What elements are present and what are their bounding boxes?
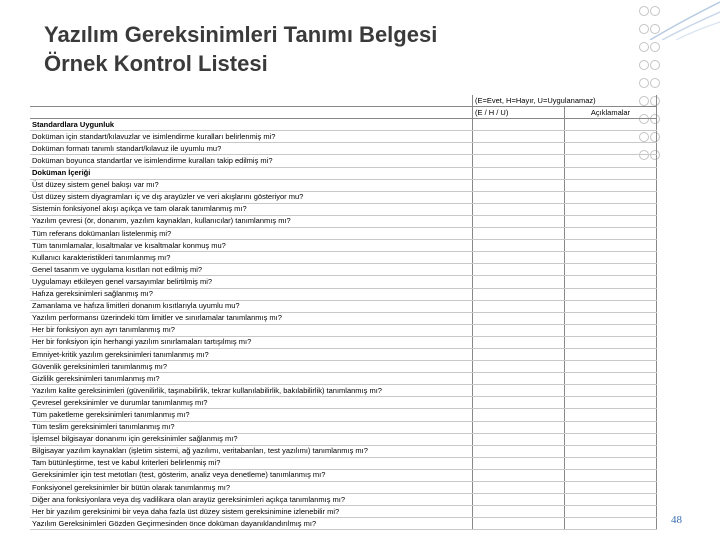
checklist-question: Zamanlama ve hafıza limitleri donanım kısıtlarıyla uyumlu mu? [30,300,473,312]
table-row [30,397,657,409]
table-row [30,361,657,373]
answer-cell[interactable] [473,385,565,397]
checklist-question: Diğer ana fonksiyonlara veya dış vadilikara olan arayüz gereksinimleri açıkça tanımlanmış mı? [30,494,473,506]
answer-cell[interactable] [473,228,565,240]
table-row [30,155,657,167]
notes-cell[interactable] [565,167,657,179]
notes-cell[interactable] [565,131,657,143]
answer-cell[interactable] [473,240,565,252]
table-row [30,228,657,240]
notes-cell[interactable] [565,494,657,506]
answer-cell[interactable] [473,348,565,360]
notes-cell[interactable] [565,143,657,155]
table-row [30,203,657,215]
notes-cell[interactable] [565,155,657,167]
notes-cell[interactable] [565,288,657,300]
table-row [30,336,657,348]
table-row [30,215,657,227]
answer-cell[interactable] [473,433,565,445]
answer-cell[interactable] [473,143,565,155]
checklist-question: Hafıza gereksinimleri sağlanmış mı? [30,288,473,300]
notes-cell[interactable] [565,312,657,324]
table-row [30,300,657,312]
answer-cell[interactable] [473,119,565,131]
notes-cell[interactable] [565,252,657,264]
checklist-question: Yazılım Gereksinimleri Gözden Geçirmesinden önce doküman dayanıklandırılmış mı? [30,518,473,530]
title-line-2: Örnek Kontrol Listesi [44,51,268,76]
table-row [30,506,657,518]
table-row [30,385,657,397]
checklist-question: Yazılım kalite gereksinimleri (güvenilirlik, taşınabilirlik, tekrar kullanılabilirlik, bakılabilirlik) tanımlanmış mı? [30,385,473,397]
answer-cell[interactable] [473,469,565,481]
checklist-question: Genel tasarım ve uygulama kısıtları not edilmiş mi? [30,264,473,276]
checklist-question: Her bir fonksiyon ayrı ayrı tanımlanmış mı? [30,324,473,336]
notes-cell[interactable] [565,421,657,433]
answer-cell[interactable] [473,409,565,421]
answer-cell[interactable] [473,518,565,530]
title-line-1: Yazılım Gereksinimleri Tanımı Belgesi [44,22,438,47]
checklist-question: Tüm tanımlamalar, kısaltmalar ve kısaltmalar konmuş mu? [30,240,473,252]
checklist-question: Yazılım performansı üzerindeki tüm limitler ve sınırlamalar tanımlanmış mı? [30,312,473,324]
header-notes-column: Açıklamalar [565,107,657,119]
notes-cell[interactable] [565,264,657,276]
table-row [30,373,657,385]
notes-cell[interactable] [565,324,657,336]
table-row [30,482,657,494]
slide-number: 48 [671,514,682,526]
section-header-row [30,119,657,131]
checklist-question: Gereksinimler için test metotları (test, gösterim, analiz veya denetleme) tanımlanmış mı? [30,469,473,481]
answer-cell[interactable] [473,421,565,433]
table-header-row-1 [30,95,657,107]
table-row [30,288,657,300]
answer-cell[interactable] [473,324,565,336]
table-row [30,131,657,143]
notes-cell[interactable] [565,348,657,360]
checklist-question: Her bir fonksiyon için herhangi yazılım sınırlamaları tartışılmış mı? [30,336,473,348]
answer-cell[interactable] [473,300,565,312]
notes-cell[interactable] [565,409,657,421]
table-row [30,264,657,276]
table-row [30,494,657,506]
table-row [30,276,657,288]
table-row [30,469,657,481]
notes-cell[interactable] [565,397,657,409]
header-blank-cell [30,107,473,119]
checklist-question: Güvenlik gereksinimleri tanımlanmış mı? [30,361,473,373]
table-row [30,252,657,264]
table-row [30,409,657,421]
checklist-question: İşlemsel bilgisayar donanımı için gereksinimler sağlanmış mı? [30,433,473,445]
notes-cell[interactable] [565,506,657,518]
table-header-row-2 [30,107,657,119]
notes-cell[interactable] [565,300,657,312]
section-header-row [30,167,657,179]
notes-cell[interactable] [565,119,657,131]
checklist-question: Doküman boyunca standartlar ve isimlendirme kuralları takip edilmiş mi? [30,155,473,167]
answer-cell[interactable] [473,191,565,203]
checklist-question: Üst düzey sistem diyagramları iç ve dış arayüzler ve veri akışlarını gösteriyor mu? [30,191,473,203]
table-row [30,179,657,191]
table-row [30,191,657,203]
table-row [30,421,657,433]
checklist-question: Tüm teslim gereksinimleri tanımlanmış mı? [30,421,473,433]
table-row [30,143,657,155]
checklist-question: Doküman için standart/kılavuzlar ve isimlendirme kuralları belirlenmiş mi? [30,131,473,143]
notes-cell[interactable] [565,215,657,227]
checklist-question: Çevresel gereksinimler ve durumlar tanımlanmış mı? [30,397,473,409]
checklist-question: Gizlilik gereksinimleri tanımlanmış mı? [30,373,473,385]
answer-cell[interactable] [473,264,565,276]
answer-cell[interactable] [473,179,565,191]
notes-cell[interactable] [565,385,657,397]
table-row [30,457,657,469]
answer-cell[interactable] [473,288,565,300]
answer-cell[interactable] [473,494,565,506]
page-title [44,20,437,78]
checklist-table-body [30,95,657,530]
notes-cell[interactable] [565,203,657,215]
answer-cell[interactable] [473,203,565,215]
checklist-question: Kullanıcı karakteristikleri tanımlanmış mı? [30,252,473,264]
section-title: Doküman İçeriği [30,167,473,179]
answer-cell[interactable] [473,482,565,494]
notes-cell[interactable] [565,482,657,494]
answer-cell[interactable] [473,276,565,288]
table-row [30,324,657,336]
answer-cell[interactable] [473,506,565,518]
checklist-question: Tüm referans dokümanları listelenmiş mi? [30,228,473,240]
notes-cell[interactable] [565,228,657,240]
checklist-question: Yazılım çevresi (ör, donanım, yazılım kaynakları, kullanıcılar) tanımlanmış mı? [30,215,473,227]
checklist-table [30,95,657,530]
checklist-question: Üst düzey sistem genel bakışı var mı? [30,179,473,191]
section-title: Standardlara Uygunluk [30,119,473,131]
header-legend: (E=Evet, H=Hayır, U=Uygulanamaz) [473,95,657,107]
answer-cell[interactable] [473,167,565,179]
notes-cell[interactable] [565,518,657,530]
checklist-question: Doküman formatı tanımlı standart/kılavuz ile uyumlu mu? [30,143,473,155]
checklist-question: Sistemin fonksiyonel akışı açıkça ve tam olarak tanımlanmış mı? [30,203,473,215]
notes-cell[interactable] [565,191,657,203]
answer-cell[interactable] [473,397,565,409]
answer-cell[interactable] [473,336,565,348]
notes-cell[interactable] [565,336,657,348]
table-row [30,348,657,360]
checklist-question: Uygulamayı etkileyen genel varsayımlar belirtilmiş mi? [30,276,473,288]
answer-cell[interactable] [473,155,565,167]
answer-cell[interactable] [473,252,565,264]
checklist-question: Bilgisayar yazılım kaynakları (işletim sistemi, ağ yazılımı, veritabanları, test yazılımı) tanımlanmış mı? [30,445,473,457]
checklist-question: Her bir yazılım gereksinimi bir veya daha fazla üst düzey sistem gereksinimine izlenebilir mi? [30,506,473,518]
table-row [30,312,657,324]
answer-cell[interactable] [473,131,565,143]
notes-cell[interactable] [565,179,657,191]
header-answer-column: (E / H / U) [473,107,565,119]
table-row [30,445,657,457]
header-blank-cell [30,95,473,107]
checklist-sheet [30,95,657,528]
answer-cell[interactable] [473,373,565,385]
answer-cell[interactable] [473,361,565,373]
checklist-question: Fonksiyonel gereksinimler bir bütün olarak tanımlanmış mı? [30,482,473,494]
table-row [30,518,657,530]
answer-cell[interactable] [473,457,565,469]
checklist-question: Emniyet-kritik yazılım gereksinimleri tanımlanmış mı? [30,348,473,360]
notes-cell[interactable] [565,361,657,373]
answer-cell[interactable] [473,215,565,227]
answer-cell[interactable] [473,312,565,324]
answer-cell[interactable] [473,445,565,457]
table-row [30,240,657,252]
notes-cell[interactable] [565,457,657,469]
notes-cell[interactable] [565,469,657,481]
checklist-question: Tam bütünleştirme, test ve kabul kriterleri belirlenmiş mi? [30,457,473,469]
notes-cell[interactable] [565,373,657,385]
checklist-question: Tüm paketleme gereksinimleri tanımlanmış mı? [30,409,473,421]
table-row [30,433,657,445]
notes-cell[interactable] [565,433,657,445]
notes-cell[interactable] [565,240,657,252]
notes-cell[interactable] [565,276,657,288]
notes-cell[interactable] [565,445,657,457]
